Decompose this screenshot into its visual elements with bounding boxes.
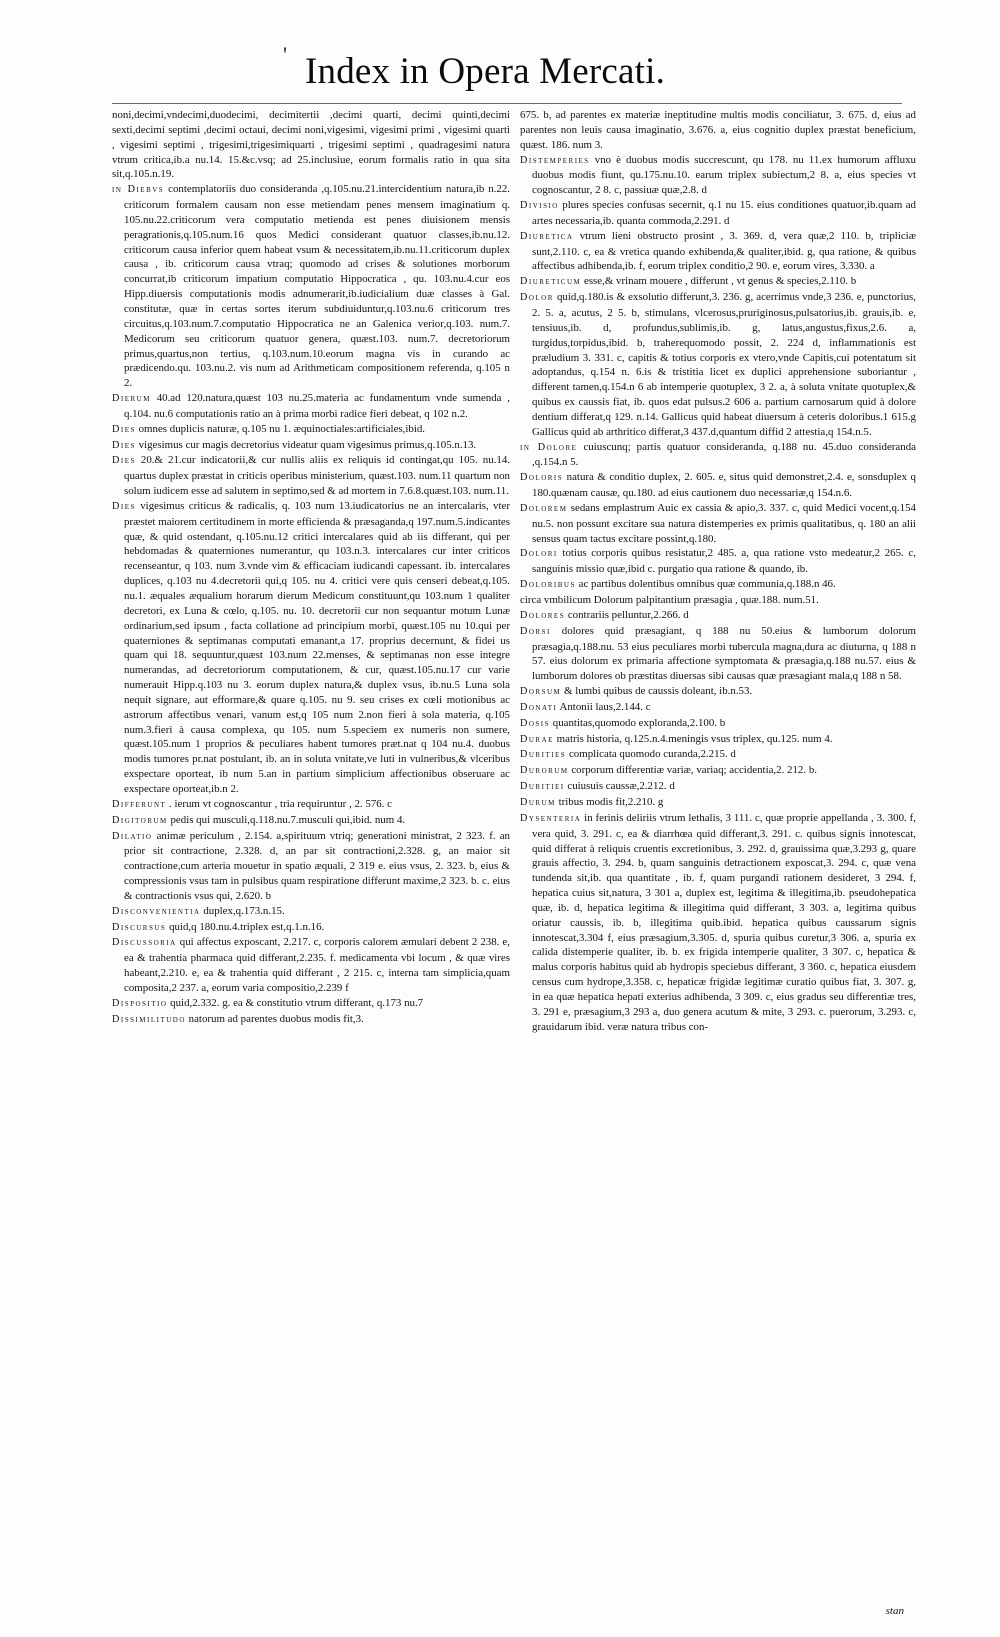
entry-headword: Diureticum — [520, 276, 582, 288]
entry-headword: Dorsum — [520, 686, 562, 698]
entry-text: natorum ad parentes duobus modis fit,3. — [188, 1012, 364, 1025]
index-entry — [520, 274, 916, 290]
index-entry — [112, 182, 510, 391]
index-entry — [112, 813, 510, 829]
index-entry — [520, 198, 916, 229]
entry-headword: Dolori — [520, 548, 558, 560]
entry-headword: Digitorum — [112, 814, 168, 826]
entry-headword: Durum — [520, 796, 556, 808]
entry-text: noni,decimi,vndecimi,duodecimi, decimitertii ,decimi quarti, decimi quinti,decimi sexti,decimi septimi ,decimi octaui, decimi noni,vigesimi, vigesimi primi , vigesimi quarti , vigesimi septimi , trigesimi,trigesimiquarti , trigesimi septimi , quadragesimi natura vtrum critica,ib.a nu.14. 15.&c.vsq; ad 25.inclusiue, eorum formalis ratio in qua sita sit,q.105.n.19. — [112, 109, 510, 181]
entry-text: 675. b, ad parentes ex materiæ ineptitudine multis modis conciliatur, 3. 675. d, eius ad parentes non leuis causa imaginatio, 3.676. a, eius cognitio duplex præstat beneficium, quæst. 186. num 3. — [520, 109, 916, 151]
entry-headword: Differunt — [112, 798, 167, 810]
index-entry — [520, 700, 916, 716]
entry-headword: Durae — [520, 733, 554, 745]
header-mark: ' — [283, 42, 287, 67]
index-entry — [520, 716, 916, 732]
index-entry — [520, 795, 916, 811]
entry-text: ac partibus dolentibus omnibus quæ communia,q.188.n 46. — [578, 578, 836, 591]
index-entry — [112, 108, 510, 182]
entry-text: quid,2.332. g. ea & constitutio vtrum differant, q.173 nu.7 — [170, 996, 424, 1009]
index-entry — [112, 996, 510, 1012]
entry-headword: Dilatio — [112, 830, 153, 842]
entry-headword: Dosis — [520, 717, 551, 729]
page-title: Index in Opera Mercati. — [305, 51, 666, 92]
index-entry — [520, 501, 916, 547]
index-entry — [520, 229, 916, 275]
index-entry — [520, 470, 916, 501]
entry-text: quantitas,quomodo exploranda,2.100. b — [552, 716, 726, 729]
entry-headword: Dorsi — [520, 625, 551, 637]
index-entry — [520, 779, 916, 795]
entry-headword: Dolor — [520, 292, 554, 304]
index-entry — [520, 811, 916, 1035]
entry-text: corporum differentiæ variæ, variaq; accidentia,2. 212. b. — [571, 764, 817, 777]
index-entry — [520, 290, 916, 439]
entry-text: complicata quomodo curanda,2.215. d — [568, 748, 736, 761]
entry-text: contemplatoriis duo consideranda ,q.105.nu.21.intercidentium natura,ib n.22. criticorum formalem causam non esse metiendam penes mensem imaginatium q. 105.nu.22.criticorum vera computatio metienda est penes diuisionem mensis peragrationis,q.105.num.16 quos Medici considerant quatuor classes,ib.nu.12. criticorum causa inferior quem habeat vsum & necessitatem,ib.nu.11.criticorum duplex causa , ib. criticorum causa vtraq; quomodo ad crises & solutiones morborum concurrat,ib criticorum impatium computatio Hippocratica , qu. 103.nu.4.cur eos Hipp.diuersis computationis modis adnumerarit,ib.iudicialium duæ classes à Gal. constitutæ, quæ in certas sortes iterum subdiuiduntur,q.103.nu.6 criticorum tres circuitus,q.103.num.7.computatio Hippocratica ne an Galenica verior,q.103. num.7. Medicorum seu criticorum quatuor genera, quæst.103. num.7. decretoriorum primus,quartus,non tertius, q.103.num.10.eorum magna vis in curando ac prædicendo.qu. 103.nu.2. vis num ad Arithmeticam compositionem referenda, q.105 n 2. — [124, 183, 510, 390]
entry-headword: Divisio — [520, 200, 559, 212]
entry-text: circa vmbilicum Dolorum palpitantium præsagia , quæ.188. num.51. — [520, 594, 819, 606]
entry-headword: Dolorem — [520, 502, 568, 514]
entry-headword: Donati — [520, 701, 558, 713]
entry-text: sedans emplastrum Auic ex cassia & apio,3. 337. c, quid Medici vocent,q.154 nu.5. non possunt excitare sua natura distemperies ex primis qualitatibus, q. 180 an alii sensus quam tactus excitare possint,q.180. — [532, 501, 916, 545]
entry-text: dolores quid præsagiant, q 188 nu 50.eius & lumborum dolorum præsagia,q.188.nu. 53 eius peculiares morbi tubercula magna,dura ac diuturna, q 188 n 57. eius dolorum ex primaria affectione symptomata & præsagia,q.188 nu.57. eius & lumborum dolores ob præstitas diuersas sibi causas quæ præsagiant mala,q 188 n 58. — [532, 624, 916, 683]
index-entry — [520, 608, 916, 624]
entry-headword: Dierum — [112, 393, 151, 405]
entry-text: 40.ad 120.natura,quæst 103 nu.25.materia ac fundamentum vnde sumenda , q.104. nu.6 computationis ratio an à prima morbi radice fieri debeat, q 102 n.2. — [124, 392, 510, 420]
entry-text: esse,& vrinam mouere , differunt , vt genus & species,2.110. b — [583, 275, 857, 288]
entry-headword: Doloribus — [520, 579, 576, 591]
entry-headword: Doloris — [520, 472, 564, 484]
entry-text: vigesimus cur magis decretorius videatur quam vigesimus primus,q.105.n.13. — [138, 438, 477, 451]
entry-text: 20.& 21.cur indicatorii,& cur nullis aliis ex reliquis id contingat,qu 105. nu.14. quartus duplex præstat in criticis operibus ministerium, quæst.103. num.11 quartum non solum iudicem esse ad salutem in septimo,sed & ad mortem in 7.6.8.quæst.103. num.11. — [124, 454, 510, 498]
entry-text: totius corporis quibus resistatur,2 485. a, qua ratione vsto medeatur,2 265. c, sanguinis missio quæ,ibid c. purgatio qua ratione & quando, ib. — [532, 547, 916, 576]
entry-text: animæ periculum , 2.154. a,spirituum vtriq; generationi ministrat, 2 323. f. an prior sit contractione, 2.328. d, an par sit contractioni,2.328. g, an maior sit contractione,cum arteria mouetur in spatio æquali, 2 319 e. eius vsus, 2. 323. b, eius & compressionis vsus tam in pulsibus quam respiratione differunt maxime,2 323. b. c. eius & contractionis vsus qui, 2.620. b — [124, 829, 510, 902]
right-column — [520, 108, 916, 1612]
index-entry — [520, 593, 916, 608]
entry-headword: Dies — [112, 455, 136, 467]
entry-headword: in Diebvs — [112, 184, 165, 196]
entry-text: quid,q 180.nu.4.triplex est,q.1.n.16. — [169, 920, 325, 933]
entry-text: vtrum lieni obstructo prosint , 3. 369. d, vera quæ,2 110. b, tripliciæ sunt,2.110. c, ea & vretica quando exhibenda,& qualiter,ibid. g, qua ratione, & quibus affectibus adhibenda,ib. f, eorum triplex conditio,2 90. e, eorum vires, 3.330. a — [532, 229, 916, 273]
index-entry — [520, 577, 916, 593]
entry-headword: Discussoria — [112, 937, 177, 949]
index-entry — [112, 1012, 510, 1028]
entry-headword: Dies — [112, 439, 136, 451]
entry-text: tribus modis fit,2.210. g — [558, 795, 664, 808]
entry-text: vno è duobus modis succrescunt, qu 178. nu 11.ex humorum affluxu duobus modis fiunt, qu.175.nu.10. earum triplex subiectum,2 8. a, eius species vt cognoscantur, 2 8. c, passiuæ quæ,2.8. d — [532, 153, 916, 197]
entry-headword: Dies — [112, 423, 136, 435]
entry-text: omnes duplicis naturæ, q.105 nu 1. æquinoctiales:artificiales,ibid. — [138, 422, 426, 435]
index-entry — [520, 440, 916, 471]
entry-headword: Duritiei — [520, 781, 565, 793]
entry-text: Antonii laus,2.144. c — [559, 700, 651, 713]
entry-headword: Discursus — [112, 921, 167, 933]
left-column — [112, 108, 510, 1608]
index-entry — [112, 829, 510, 904]
entry-headword: Durorum — [520, 765, 569, 777]
index-entry — [520, 108, 916, 153]
entry-text: quid,q.180.is & exsolutio differunt,3. 236. g, acerrimus vnde,3 236. e, punctorius, 2. 5. a, acutus, 2 5. b, stimulans, vlcerosus,pruriginosus,pulsatorius,ib. grauis,ib. e, tensiuus,ib. d, profundus,sublimis,ib. g, latus,angustus,fixus,2.6. a, turgidus,torpidus,ibid. b, traherequomodo possit, 2. 224 d, inflammationis est præludium 3. 331. c, capitis & totius corporis ex vtero,vnde Capitis,cui potentatum sit adoptandus, q.154 n. 6.is & tristitia licet ex duplici apprehensione suboriantur , different tamen,q.154.n 6 ab intemperie quotuplex, 3 2. a, à soluta vnitate quotuplex,& quibus ex caussis fiat, ib. quos edat pulsus.2 606 a. partium carnosarum quid à dolore dentium differat,q 129. n.14. Gallicus quid habeat diuersum à ceteris doloribus.1 615.g Gallicus quid ab arthritico differat,3 437.d,quantum diffid 2 attestia,q 154.n.5. — [532, 291, 916, 438]
index-entry — [112, 920, 510, 936]
entry-text: in ferinis deliriis vtrum lethalis, 3 111. c, quæ proprie appellanda , 3. 300. f, vera quid, 3. 291. c, ea & diarrhœa quid differant,3. 291. c. quibus signis innotescat, quid differat à reliquis cruentis excretionibus, 3. 292. d, grauissima quæ,3.293 g, quare grauis affectio, 3. 294. b, quam sanguinis detractionem exposcat,3. 294. c, quæ vena tundenda sit,ib. qua quantitate , ib. f, quam purgandi rationem desideret, 3 294. f, hepatica cuius sit,natura, 3 301 a, duplex est, legitima & illegitima,ib. pseudohepatica quæ, ib. d, hepatica legitima & illegitima quid differant, 3 303. a, legitima quibus oriatur caussis, ib. b, illegitima quib.ibid. hepatica quibus caussarum signis innotescat,3.304 f, eius præsagium,3.305. d, spuria quibus curetur,3 306. a, spuria ex calida distemperie qualiter, ib. b. ex frigida intemperie qualiter, 3 307. c, hepatica & malus corporis habitus quid ab hydropis speciebus differant, 3 360. c, hepatica eiusdem census cum hydrope,3.358. c, hepaticæ frigidæ legitimæ curatio quibus fiat, 3. 307. g, in ea quæ hepatica hepati exterius adhibenda, 3 309. c, eius gradus seu differentiæ tres, 3. 291 e, præsagium,3 293 a, duo genera acutum & mite, 3 293. c. puerorum, 3.293. c, grauidarum ibid. veræ natura tribus con- — [532, 811, 916, 1033]
entry-headword: Dolores — [520, 609, 566, 621]
entry-headword: Dies — [112, 500, 136, 512]
index-entry — [112, 422, 510, 438]
title-rule — [112, 103, 902, 104]
entry-text: & lumbi quibus de caussis doleant, ib.n.53. — [564, 685, 753, 698]
entry-headword: Disconvenientia — [112, 905, 201, 917]
index-entry — [520, 747, 916, 763]
index-entry — [520, 624, 916, 684]
index-entry — [112, 904, 510, 920]
entry-text: matris historia, q.125.n.4.meningis vsus triplex, qu.125. num 4. — [556, 732, 833, 745]
index-entry — [520, 546, 916, 577]
index-entry — [520, 153, 916, 199]
entry-text: natura & conditio duplex, 2. 605. e, situs quid demonstret,2.4. e, sonsduplex q 180.quænam causæ, qu.180. ad eius cautionem duo necessariæ,q 154.n.6. — [532, 471, 916, 500]
entry-text: pedis qui musculi,q.118.nu.7.musculi qui,ibid. num 4. — [170, 813, 406, 826]
index-entry — [112, 499, 510, 797]
entry-text: . ierum vt cognoscantur , tria requiruntur , 2. 576. c — [169, 797, 392, 810]
catchword: stan — [885, 1605, 904, 1617]
entry-text: plures species confusas secernit, q.1 nu 15. eius conditiones quatuor,ib.quam ad artes necessaria,ib. quanta commoda,2.291. d — [532, 199, 916, 227]
index-entry — [112, 797, 510, 813]
index-entry — [520, 684, 916, 700]
entry-headword: in Dolore — [520, 441, 578, 453]
index-entry — [520, 763, 916, 779]
entry-text: cuiusuis caussæ,2.212. d — [567, 780, 675, 793]
entry-text: cuiuscunq; partis quatuor consideranda, q.188 nu. 45.duo consideranda ,q.154.n 5. — [532, 440, 916, 469]
entry-text: duplex,q.173.n.15. — [203, 904, 285, 917]
index-entry — [112, 935, 510, 995]
entry-headword: Dispositio — [112, 997, 168, 1009]
entry-headword: Dysenteria — [520, 812, 582, 824]
entry-headword: Dissimilitudo — [112, 1013, 186, 1025]
index-entry — [520, 732, 916, 748]
entry-text: contrariis pelluntur,2.266. d — [567, 608, 689, 621]
entry-text: qui affectus exposcant, 2.217. c, corporis calorem æmulari debent 2 238. e, ea & trahentia pharmaca quid differant,2.235. f. medicamenta vbi locum , & quæ vires habeant,2.210. e, ea & trahentia quid differant , 2 215. c, interna tam simplicia,quam composita,2 237. a, eorum varia compositio,2.239 f — [124, 936, 510, 994]
index-entry — [112, 391, 510, 422]
entry-text: vigesimus criticus & radicalis, q. 103 num 13.iudicatorius ne an intercalaris, vter præstet maiorem certitudinem in morte efficienda & præsaganda,q 197.num.5.indicantes quæ, & quid ostendant, q.105.nu.12 critici intercalares quid ab iis differant, qui per hebdomadas & quaterniones numerantur, qu 103.n.3. intercalares cur inter criticos recenseantur, q 103. num 3.vnde vim & efficaciam iudicandi capessant. ib. intercalares duplices, q.103 nu 4.decretorii qui,q 105. nu 4. critici vere quis censeri debeat,q.105. nu.1. æquales æqualium horarum dierum Medicum constituunt,qu 103.num 1 qualiter decretori, ex Luna & cœlo, q.105. nu. 10. decretorii cur non sequantur motum Lunæ ordinarium,sed ipsum , facta collatione ad principium morbi, quæst.105 nu 10.qui per quaterniones & septimanas computati emanant,a 17. proprius decernunt, & fidei us quam qui 18. sequuntur,quæst 103.num 22.menses, & septimanas non esse integre numerandas, ad decretoriorum computationem, & cur, quæst.105.nu.17 cur varie numerauit Hipp.q.103 nu 3. eorum duplex natura,& duplex vsus, ib.nu.5 Luna sola nequit signare, aut efformare,& quare q.105. nu 9. seu crises ex cœli motionibus ac astrorum affectibus venari, vanum est,q 105 num 2.non fieri à sola materia, q.105 num.3.fieri à causa complexa, qu 105. num 5.speciem ex numeris non sumere, quæst.105.num 1 proprios & peculiares habent tumores præt.nat q 104 nu.4. duobus modis tumores pr.nat postulant, ib. an in soluta vnitate,ve luti in vulneribus,& vlceribus exspectare oporteat, ib num 5.an in partium simplicium affectionibus obseruare ac exspectare oporteat,ib.n 2. — [124, 499, 510, 795]
index-entry — [112, 438, 510, 454]
entry-headword: Durities — [520, 749, 567, 761]
index-entry — [112, 453, 510, 499]
entry-headword: Distemperies — [520, 154, 590, 166]
entry-headword: Diuretica — [520, 230, 574, 242]
